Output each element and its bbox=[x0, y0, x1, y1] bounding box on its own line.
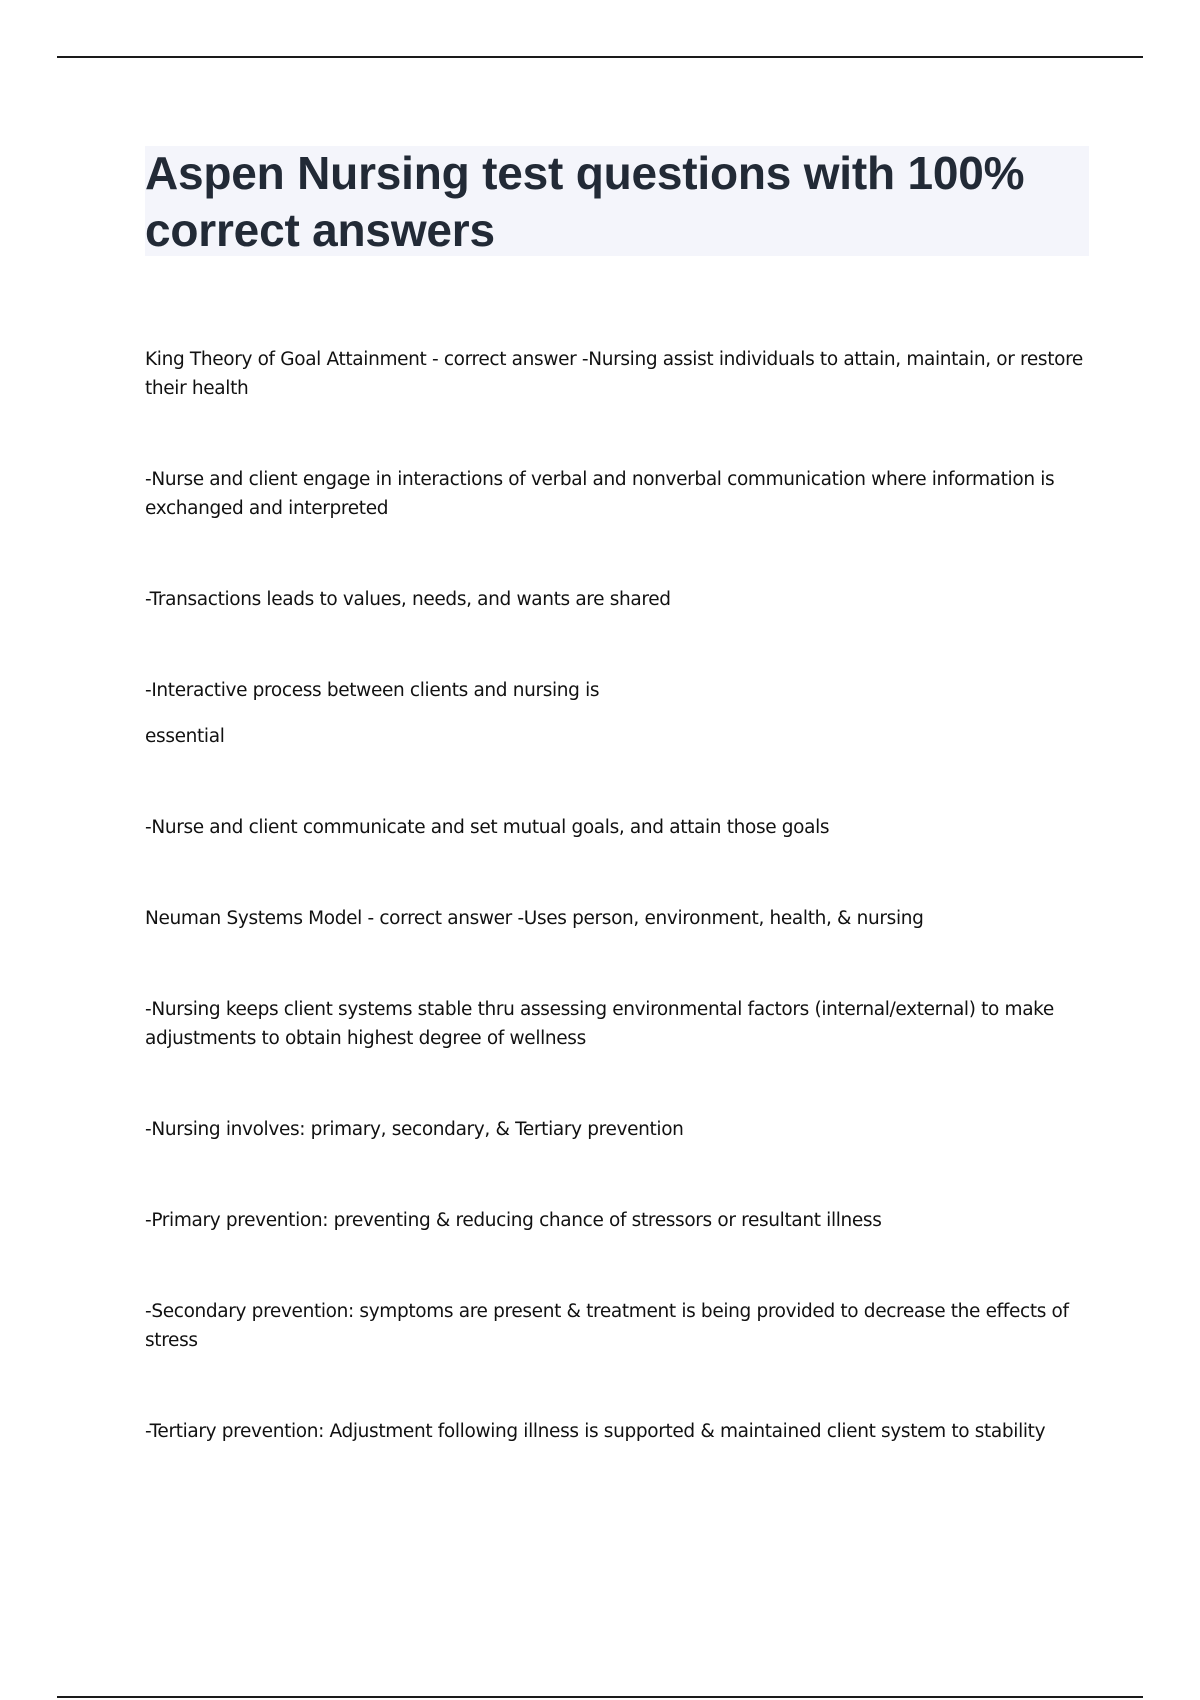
paragraph: -Nurse and client engage in interactions of verbal and nonverbal communication where information is exchanged and interpreted bbox=[145, 469, 1055, 519]
page-title: Aspen Nursing test questions with 100% correct answers bbox=[145, 147, 1025, 256]
paragraph: -Primary prevention: preventing & reducing chance of stressors or resultant illness bbox=[145, 1210, 882, 1231]
bottom-divider bbox=[57, 1696, 1143, 1698]
paragraph: -Nurse and client communicate and set mutual goals, and attain those goals bbox=[145, 817, 830, 838]
document-body bbox=[145, 345, 1095, 1446]
top-divider bbox=[57, 56, 1143, 58]
paragraph: Neuman Systems Model - correct answer -Uses person, environment, health, & nursing bbox=[145, 908, 924, 929]
paragraph: -Secondary prevention: symptoms are present & treatment is being provided to decrease the effects of stress bbox=[145, 1301, 1069, 1351]
paragraph: -Transactions leads to values, needs, and wants are shared bbox=[145, 589, 671, 610]
paragraph: -Interactive process between clients and nursing is bbox=[145, 680, 600, 701]
paragraph: essential bbox=[145, 726, 225, 747]
paragraph: King Theory of Goal Attainment - correct answer -Nursing assist individuals to attain, maintain, or restore their health bbox=[145, 349, 1083, 399]
paragraph: -Tertiary prevention: Adjustment following illness is supported & maintained client system to stability bbox=[145, 1421, 1046, 1442]
paragraph: -Nursing involves: primary, secondary, & Tertiary prevention bbox=[145, 1119, 684, 1140]
paragraph: -Nursing keeps client systems stable thru assessing environmental factors (internal/external) to make adjustments to obtain highest degree of wellness bbox=[145, 999, 1054, 1049]
